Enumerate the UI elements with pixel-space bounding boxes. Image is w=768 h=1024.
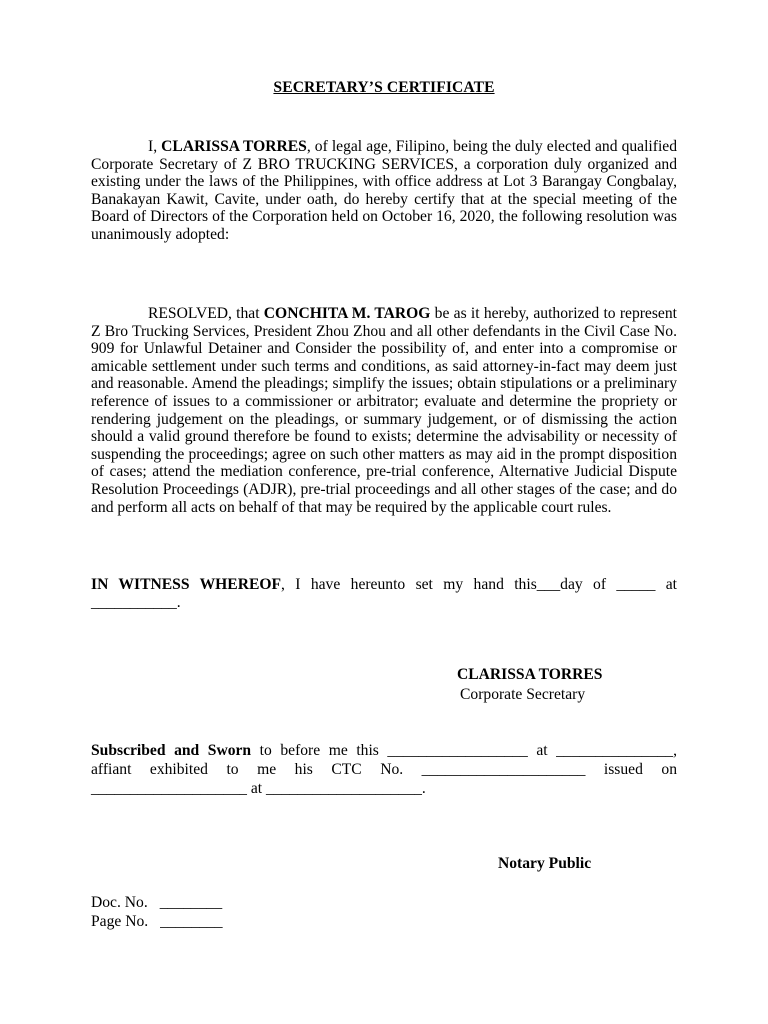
notary-public-label: Notary Public xyxy=(498,855,592,872)
jurat-paragraph xyxy=(91,741,677,798)
page-no-label: Page No. xyxy=(91,913,149,930)
page-no-line xyxy=(91,913,223,931)
certificate-page xyxy=(91,0,677,1024)
page-no-blank: ________ xyxy=(160,913,223,930)
secretary-name: CLARISSA TORRES xyxy=(161,138,307,155)
resolution-paragraph xyxy=(91,305,677,516)
signatory-title: Corporate Secretary xyxy=(460,686,586,703)
subscribed-sworn-label: Subscribed and Sworn xyxy=(91,742,252,759)
jurat-body: to before me this __________________ at _______________, affiant exhibited to me his CTC No. _____________________ issued on ____________________ at ____________________. xyxy=(91,742,677,797)
p1-body: , of legal age, Filipino, being the duly elected and qualified Corporate Secretary of Z BRO TRUCKING SERVICES, a corporation duly organized and existing under the laws of the Philippines, with office address at Lot 3 Barangay Congbalay, Banakayan Kawit, Cavite, under oath, do hereby certify that at the special meeting of the Board of Directors of the Corporation held on October 16, 2020, the following resolution was unanimously adopted: xyxy=(91,138,678,243)
doc-no-blank: ________ xyxy=(159,894,223,911)
p2-body: be as it hereby, authorized to represent Z Bro Trucking Services, President Zhou Zhou and all other defendants in the Civil Case No. 909 for Unlawful Detainer and Consider the possibility of, and enter into a compromise or amicable settlement under such terms and conditions, as said attorney-in-fact may deem just and reasonable. Amend the pleadings; simplify the issues; obtain stipulations or a preliminary reference of issues to a commissioner or arbitrator; evaluate and determine the propriety or rendering judgement on the pleadings, or summary judgement, or of dismissing the action should a valid ground therefore be found to exists; determine the advisability or necessity of suspending the proceedings; agree on such other matters as may aid in the prompt disposition of cases; attend the mediation conference, pre-trial conference, Alternative Judicial Dispute Resolution Proceedings (ADJR), pre-trial proceedings and all other stages of the case; and do and perform all acts on behalf of that may be required by the applicable court rules. xyxy=(91,305,677,516)
signatory-name: CLARISSA TORRES xyxy=(457,666,603,683)
opening-paragraph xyxy=(91,138,677,244)
witness-whereof-label: IN WITNESS WHEREOF xyxy=(91,576,282,593)
witness-body: , I have hereunto set my hand this___day of _____ at ___________. xyxy=(91,576,677,611)
witness-paragraph xyxy=(91,576,677,612)
doc-no-label: Doc. No. xyxy=(91,894,148,911)
doc-no-line xyxy=(91,894,222,912)
document-title: SECRETARY’S CERTIFICATE xyxy=(273,79,495,96)
p2-intro: RESOLVED, that xyxy=(148,305,264,322)
p1-intro: I, xyxy=(148,138,162,155)
attorney-in-fact-name: CONCHITA M. TAROG xyxy=(263,305,431,322)
